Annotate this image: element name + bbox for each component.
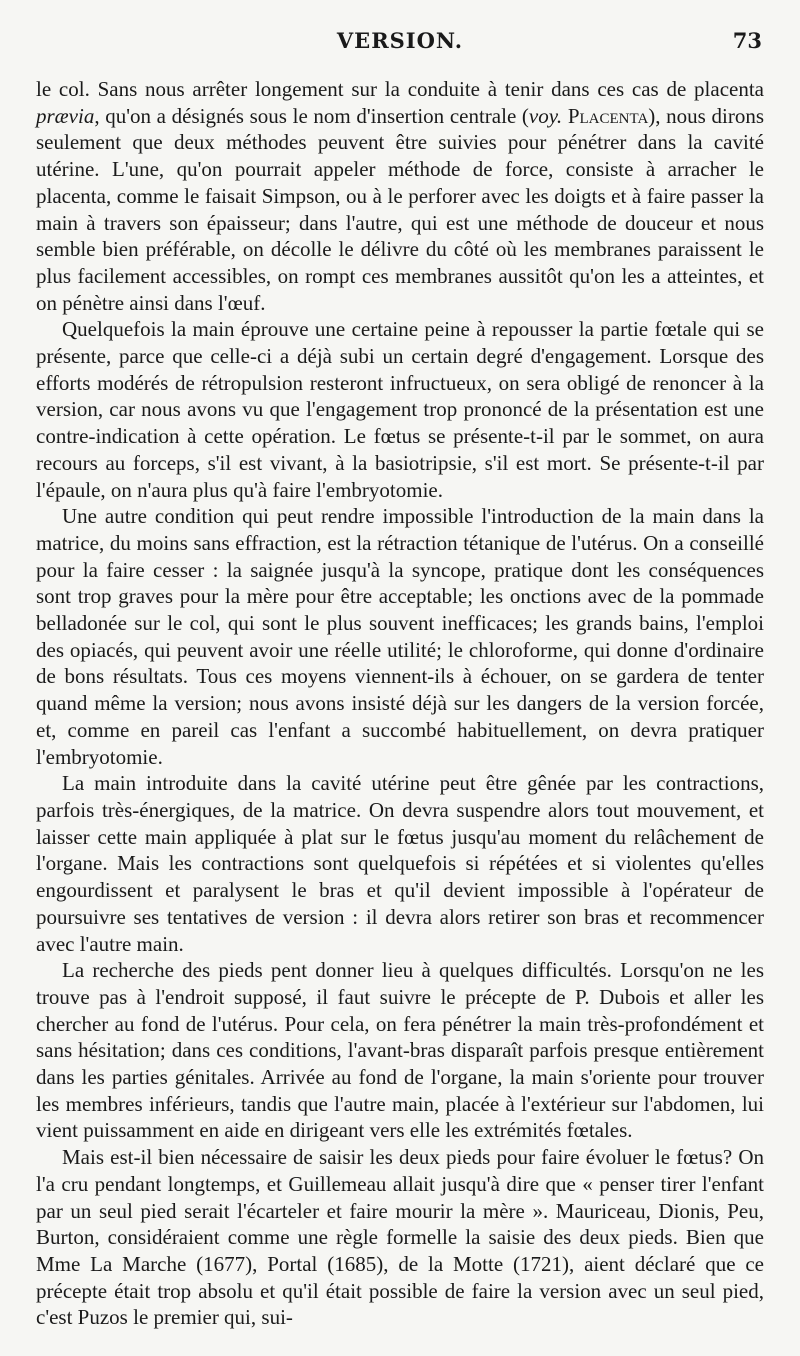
text-segment: Une autre condition qui peut rendre impossible l'introduction de la main dans la matrice, du moins sans effraction, est la rétraction tétanique de l'utérus. On a conseillé pour la faire cesser : la saignée jusqu'à la syncope, pratique dont les conséquences sont trop graves pour la mère pour être acceptable; les onctions avec de la pommade belladonée sur le col, qui sont le plus souvent inefficaces; les grands bains, l'emploi des opiacés, qui peuvent avoir une réelle utilité; le chloroforme, qui donne d'ordinaire de bons résultats. Tous ces moyens viennent-ils à échouer, on se gardera de tenter quand même la version; nous avons insisté déjà sur les dangers de la version forcée, et, comme en pareil cas l'enfant a succombé habituellement, on devra pratiquer l'embryotomie. bbox=[36, 504, 764, 769]
paragraph-1 bbox=[36, 76, 764, 316]
text-segment: le col. Sans nous arrêter longement sur la conduite à tenir dans ces cas de placenta bbox=[36, 77, 764, 101]
paragraph-3 bbox=[36, 503, 764, 770]
text-segment-italic: prævia bbox=[36, 103, 95, 128]
text-segment: , qu'on a désignés sous le nom d'insertion centrale ( bbox=[94, 103, 529, 128]
text-segment: Quelquefois la main éprouve une certaine peine à repousser la partie fœtale qui se présente, parce que celle-ci a déjà subi un certain degré d'engagement. Lorsque des efforts modérés de rétropulsion resteront infructueux, on sera obligé de renoncer à la version, car nous avons vu que l'engagement trop prononcé de la présentation est une contre-indication à cette opération. Le fœtus se présente-t-il par le sommet, on aura recours au forceps, s'il est vivant, à la basiotripsie, s'il est mort. Se présente-t-il par l'épaule, on n'aura plus qu'à faire l'embryotomie. bbox=[36, 317, 764, 502]
paragraph-6 bbox=[36, 1144, 764, 1331]
text-segment-smallcaps: Placenta bbox=[567, 103, 649, 128]
text-segment: Mais est-il bien nécessaire de saisir les deux pieds pour faire évoluer le fœtus? On l'a cru pendant longtemps, et Guillemeau allait jusqu'à dire que « penser tirer l'enfant par un seul pied serait l'écarteler et faire mourir la mère ». Mauriceau, Dionis, Peu, Burton, considéraient comme une règle formelle la saisie des deux pieds. Bien que Mme La Marche (1677), Portal (1685), de la Motte (1721), aient déclaré que ce précepte était trop absolu et qu'il était possible de faire la version avec un seul pied, c'est Puzos le premier qui, sui- bbox=[36, 1145, 764, 1330]
running-title: VERSION. bbox=[336, 28, 464, 53]
text-segment: ), nous dirons seulement que deux méthodes peuvent être suivies pour pénétrer dans la cavité utérine. L'une, qu'on pourrait appeler méthode de force, consiste à arracher le placenta, comme le faisait Simpson, ou à le perforer avec les doigts et à faire passer la main à travers son épaisseur; dans l'autre, qui est une méthode de douceur et nous semble bien préférable, on décolle le délivre du côté où les membranes paraissent le plus facilement accessibles, on rompt ces membranes aussitôt qu'on les a atteintes, et on pénètre ainsi dans l'œuf. bbox=[36, 103, 764, 315]
page-number: 73 bbox=[732, 28, 762, 53]
text-segment: La main introduite dans la cavité utérine peut être gênée par les contractions, parfois très-énergiques, de la matrice. On devra suspendre alors tout mouvement, et laisser cette main appliquée à plat sur le fœtus jusqu'au moment du relâchement de l'organe. Mais les contractions sont quelquefois si répétées et si violentes qu'elles engourdissent et paralysent le bras et qu'il devient impossible à l'opérateur de poursuivre ses tentatives de version : il devra alors retirer son bras et recommencer avec l'autre main. bbox=[36, 771, 764, 956]
body-text bbox=[36, 76, 764, 1331]
running-head bbox=[36, 26, 764, 60]
paragraph-5 bbox=[36, 957, 764, 1144]
text-segment: La recherche des pieds pent donner lieu à quelques difficultés. Lorsqu'on ne les trouve pas à l'endroit supposé, il faut suivre le précepte de P. Dubois et aller les chercher au fond de l'utérus. Pour cela, on fera pénétrer la main très-profondément et sans hésitation; dans ces conditions, l'avant-bras disparaît parfois presque entièrement dans les parties génitales. Arrivée au fond de l'organe, la main s'oriente pour trouver les membres inférieurs, tandis que l'autre main, placée à l'extérieur sur l'abdomen, lui vient puissamment en aide en dirigeant vers elle les extrémités fœtales. bbox=[36, 958, 764, 1143]
paragraph-2 bbox=[36, 316, 764, 503]
text-segment-italic: voy. bbox=[528, 103, 563, 128]
paragraph-4 bbox=[36, 770, 764, 957]
